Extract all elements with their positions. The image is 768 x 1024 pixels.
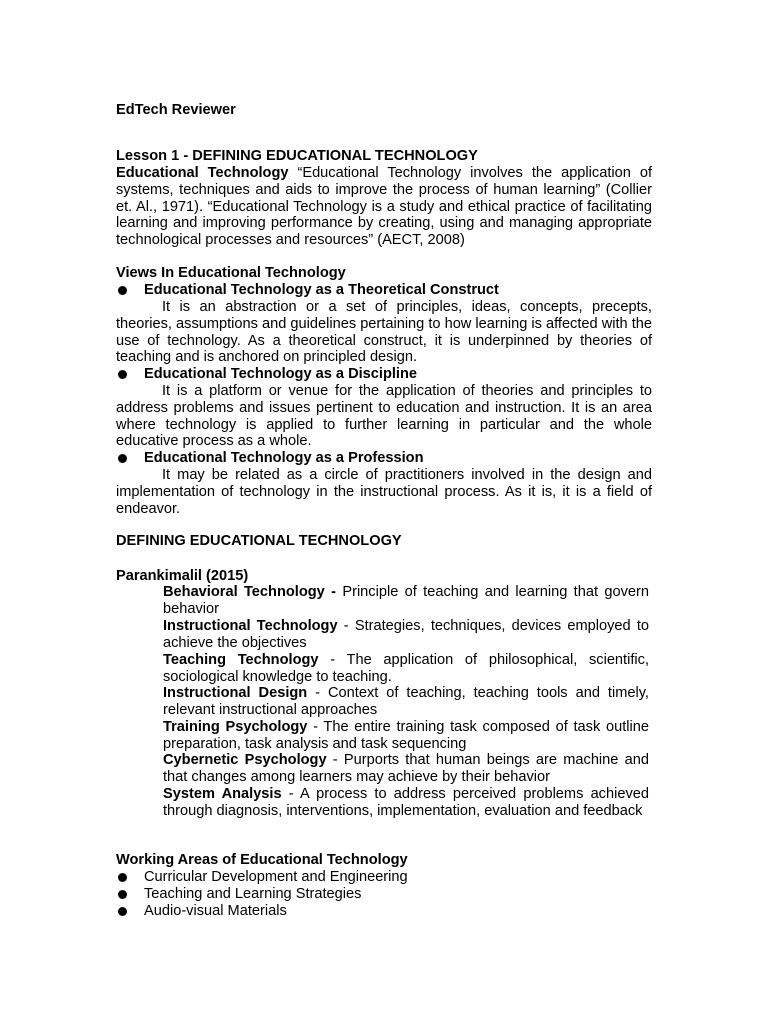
working-areas-heading: Working Areas of Educational Technology xyxy=(116,852,408,868)
bullet-icon xyxy=(118,370,127,379)
working-area-item: Teaching and Learning Strategies xyxy=(116,886,656,903)
view-item-title: Educational Technology as a Profession xyxy=(116,450,656,467)
views-heading: Views In Educational Technology xyxy=(116,265,346,281)
definition-term: Educational Technology xyxy=(116,165,289,181)
lesson-heading: Lesson 1 - DEFINING EDUCATIONAL TECHNOLOGY xyxy=(116,148,478,164)
definition-text: “Educational Technology involves the application of systems, techniques and aids to improve the process of human learning” (Collier et. Al., 1971). “Educational Technology is a study and ethical practice of facilitating learning and improving performance by creating, using and managing appropriate technological processes and resources” (AECT, 2008) xyxy=(116,165,652,249)
defining-heading: DEFINING EDUCATIONAL TECHNOLOGY xyxy=(116,533,402,549)
view-item-text: It may be related as a circle of practitioners involved in the design and implementation of technology in the instructional process. As it is, it is a field of endeavor. xyxy=(116,467,652,517)
bullet-icon xyxy=(118,873,127,882)
document-title: EdTech Reviewer xyxy=(116,102,236,118)
lesson-definition xyxy=(116,165,652,249)
definition-entry: Teaching Technology - The application of philosophical, scientific, sociological knowledge to teaching. xyxy=(163,652,649,685)
working-area-item: Audio-visual Materials xyxy=(116,903,656,920)
definition-entry: Instructional Design - Context of teaching, teaching tools and timely, relevant instructional approaches xyxy=(163,685,649,718)
bullet-icon xyxy=(118,286,127,295)
definition-entry: Behavioral Technology - Principle of teaching and learning that govern behavior xyxy=(163,584,650,617)
bullet-icon xyxy=(118,454,127,463)
definition-entry: Instructional Technology - Strategies, techniques, devices employed to achieve the objectives xyxy=(163,618,650,651)
definition-entry: System Analysis - A process to address perceived problems achieved through diagnosis, interventions, implementation, evaluation and feedback xyxy=(163,786,649,819)
view-item-text: It is an abstraction or a set of principles, ideas, concepts, precepts, theories, assumptions and guidelines pertaining to how learning is affected with the use of technology. As a theoretical construct, it is underpinned by theories of teaching and is anchored on principled design. xyxy=(116,299,652,366)
defining-source: Parankimalil (2015) xyxy=(116,568,249,584)
definition-entry: Cybernetic Psychology - Purports that human beings are machine and that changes among learners may achieve by their behavior xyxy=(163,752,649,785)
bullet-icon xyxy=(118,890,127,899)
bullet-icon xyxy=(118,907,127,916)
view-item-title: Educational Technology as a Theoretical Construct xyxy=(116,282,656,299)
working-area-item: Curricular Development and Engineering xyxy=(116,869,656,886)
definition-entry: Training Psychology - The entire training task composed of task outline preparation, task analysis and task sequencing xyxy=(163,719,649,752)
view-item-title: Educational Technology as a Discipline xyxy=(116,366,656,383)
view-item-text: It is a platform or venue for the application of theories and principles to address problems and issues pertinent to education and instruction. It is an area where technology is applied to further learning in particular and the whole educative process as a whole. xyxy=(116,383,652,450)
